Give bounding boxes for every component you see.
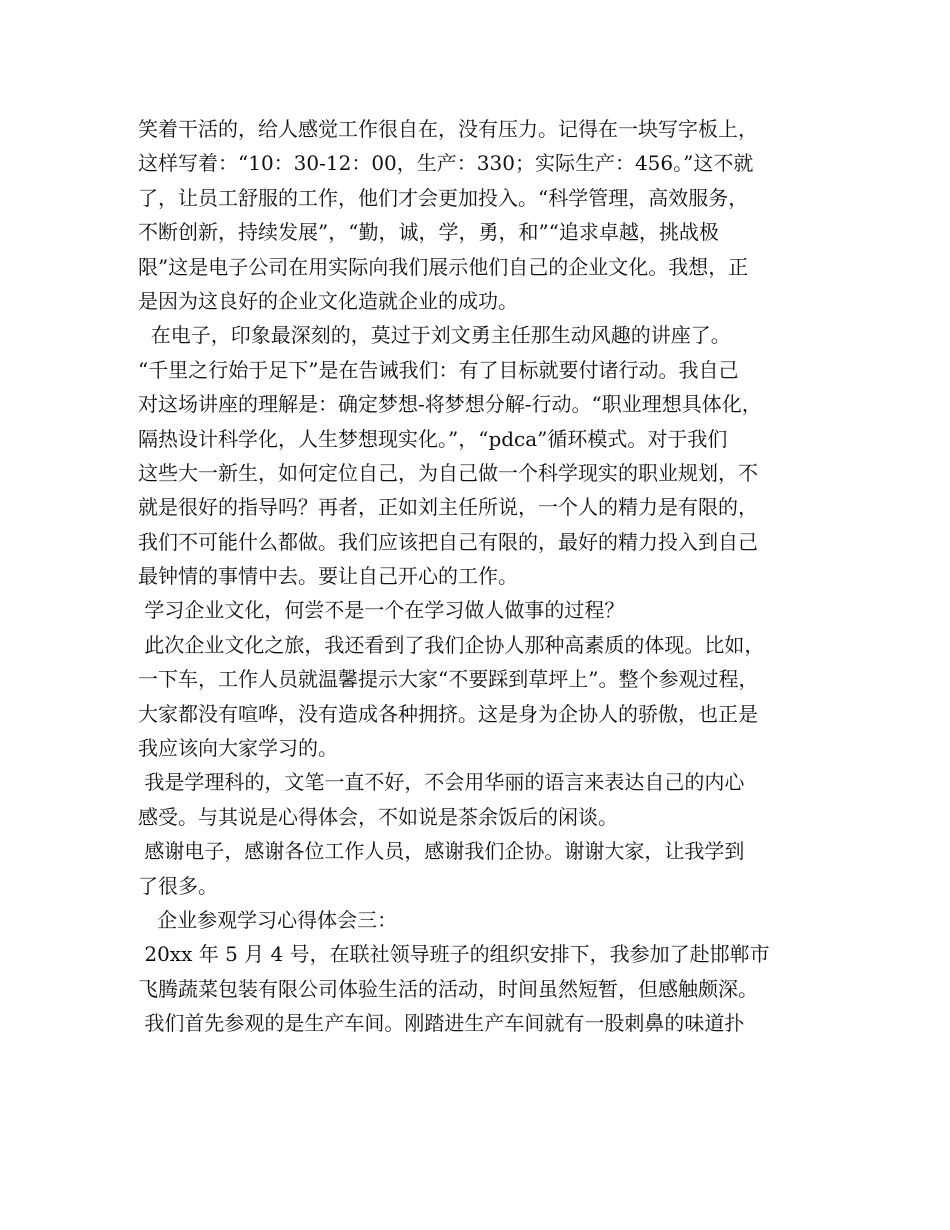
text-line: 就是很好的指导吗？再者，正如刘主任所说，一个人的精力是有限的， [138,495,758,520]
text-line: 这样写着：“10：30-12：00，生产：330；实际生产：456。”这不就 [138,151,754,176]
text-line: 我们不可能什么都做。我们应该把自己有限的，最好的精力投入到自己 [138,529,758,554]
text-line: 感受。与其说是心得体会，不如说是茶余饭后的闲谈。 [138,804,618,829]
text-line: “千里之行始于足下”是在告诫我们：有了目标就要付诸行动。我自己 [138,357,739,382]
text-line: 了，让员工舒服的工作，他们才会更加投入。“科学管理，高效服务， [138,185,749,210]
text-line: 学习企业文化，何尝不是一个在学习做人做事的过程？ [138,598,625,623]
text-line: 这些大一新生，如何定位自己，为自己做一个科学现实的职业规划，不 [138,460,758,485]
text-line: 我是学理科的，文笔一直不好，不会用华丽的语言来表达自己的内心 [138,770,745,795]
text-line: 我应该向大家学习的。 [138,736,338,761]
text-line: 了很多。 [138,873,218,898]
text-line: 限”这是电子公司在用实际向我们展示他们自己的企业文化。我想，正 [138,254,749,279]
text-line: 20xx 年 5 月 4 号，在联社领导班子的组织安排下，我参加了赴邯郸市 [138,942,770,967]
text-line: 飞腾蔬菜包装有限公司体验生活的活动，时间虽然短暂，但感触颇深。 [138,976,758,1001]
text-line: 笑着干活的，给人感觉工作很自在，没有压力。记得在一块写字板上， [138,117,758,141]
text-line: 大家都没有喧哗，没有造成各种拥挤。这是身为企协人的骄傲，也正是 [138,701,758,726]
text-line: 此次企业文化之旅，我还看到了我们企协人那种高素质的体现。比如， [138,632,765,657]
text-line: 最钟情的事情中去。要让自己开心的工作。 [138,564,518,589]
document-body [138,112,828,1041]
section-heading: 企业参观学习心得体会三： [138,907,398,932]
text-line: 对这场讲座的理解是：确定梦想-将梦想分解-行动。“职业理想具体化， [138,392,762,417]
text-line: 是因为这良好的企业文化造就企业的成功。 [138,288,518,313]
text-line: 不断创新，持续发展”，“勤，诚，学，勇，和”“追求卓越，挑战极 [138,220,719,245]
text-line: 我们首先参观的是生产车间。刚踏进生产车间就有一股刺鼻的味道扑 [138,1011,745,1036]
text-line: 在电子，印象最深刻的，莫过于刘文勇主任那生动风趣的讲座了。 [138,323,731,348]
text-line: 一下车，工作人员就温馨提示大家“不要踩到草坪上”。整个参观过程， [138,667,759,692]
text-line: 隔热设计科学化，人生梦想现实化。”，“pdca”循环模式。对于我们 [138,426,728,451]
text-line: 感谢电子，感谢各位工作人员，感谢我们企协。谢谢大家，让我学到 [138,839,745,864]
